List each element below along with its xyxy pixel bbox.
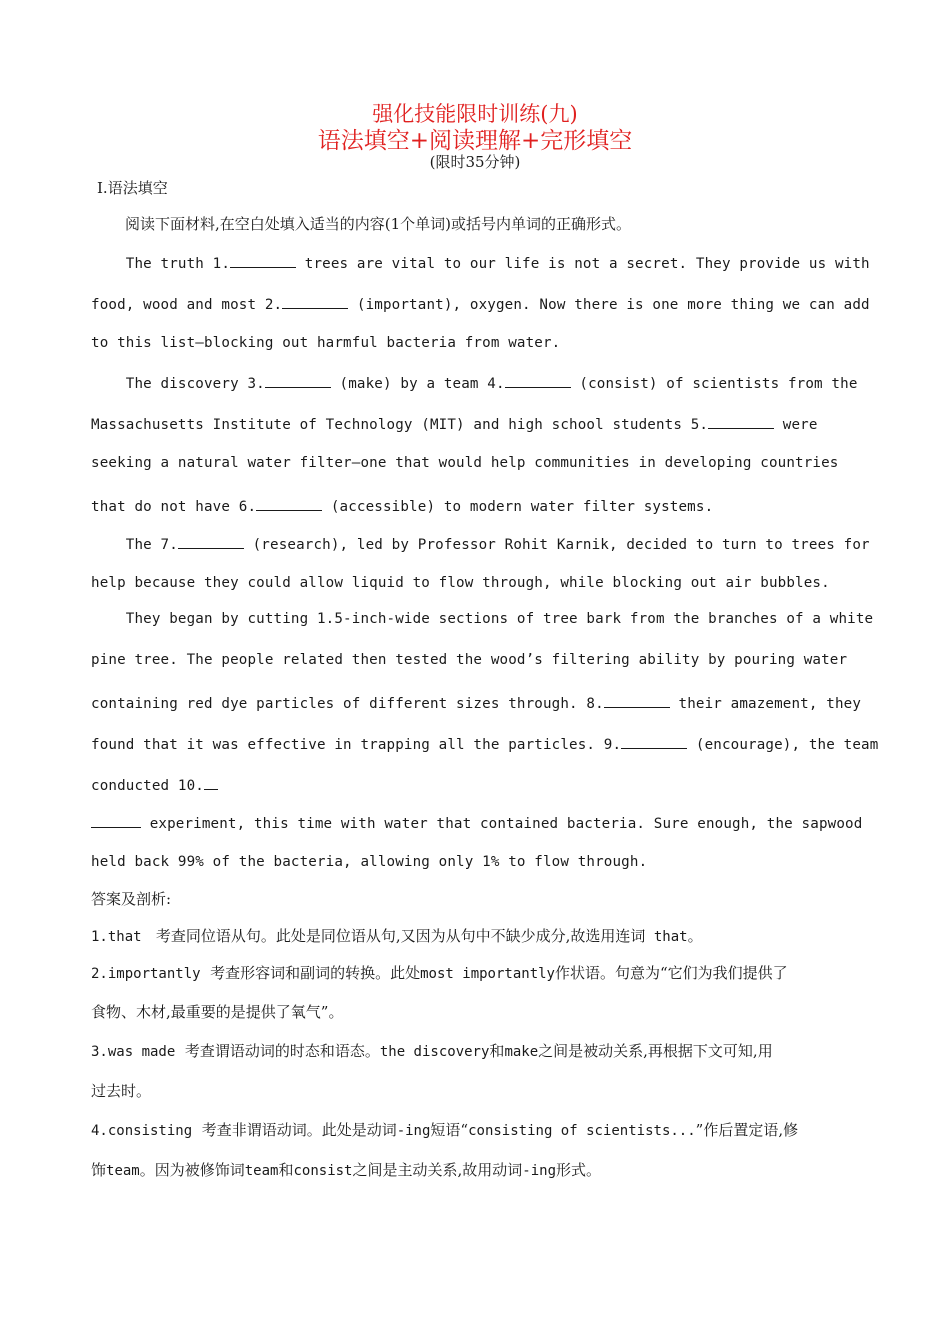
answer-1: 1.that 考查同位语从句。此处是同位语从句,又因为从句中不缺少成分,故选用连词 that。 bbox=[91, 927, 703, 945]
answer-blank-2 bbox=[282, 294, 348, 309]
passage-line: containing red dye particles of different sizes through. 8. their amazement, they bbox=[91, 693, 861, 712]
answer-2-continued: 食物、木材,最重要的是提供了氧气”。 bbox=[91, 1003, 344, 1021]
passage-line: help because they could allow liquid to flow through, while blocking out air bubbles. bbox=[91, 575, 830, 591]
answer-blank-6 bbox=[256, 496, 322, 511]
exercise-title: 强化技能限时训练(九) bbox=[372, 102, 578, 126]
time-limit: (限时35分钟) bbox=[429, 153, 521, 171]
passage-line: The discovery 3. (make) by a team 4. (consist) of scientists from the bbox=[91, 373, 858, 392]
passage-line: The truth 1. trees are vital to our life is not a secret. They provide us with bbox=[91, 253, 870, 272]
answers-heading: 答案及剖析: bbox=[91, 890, 172, 908]
passage-line: The 7. (research), led by Professor Rohit Karnik, decided to turn to trees for bbox=[91, 534, 870, 553]
passage-line: that do not have 6. (accessible) to modern water filter systems. bbox=[91, 496, 713, 515]
answer-3: 3.was made 考查谓语动词的时态和语态。the discovery和make之间是被动关系,再根据下文可知,用 bbox=[91, 1042, 773, 1060]
answer-blank-8 bbox=[604, 693, 670, 708]
answer-blank-10-continued bbox=[91, 813, 141, 828]
answer-blank-1 bbox=[230, 253, 296, 268]
answer-blank-5 bbox=[708, 414, 774, 429]
passage-line: held back 99% of the bacteria, allowing only 1% to flow through. bbox=[91, 854, 648, 870]
answer-blank-9 bbox=[621, 734, 687, 749]
passage-line: seeking a natural water filter—one that would help communities in developing countries bbox=[91, 455, 839, 471]
section-heading: Ⅰ.语法填空 bbox=[97, 179, 168, 197]
passage-line: food, wood and most 2. (important), oxygen. Now there is one more thing we can add bbox=[91, 294, 870, 313]
answer-blank-7 bbox=[178, 534, 244, 549]
section-instruction: 阅读下面材料,在空白处填入适当的内容(1个单词)或括号内单词的正确形式。 bbox=[125, 215, 632, 233]
answer-blank-3 bbox=[265, 373, 331, 388]
answer-blank-4 bbox=[505, 373, 571, 388]
answer-2: 2.importantly 考查形容词和副词的转换。此处most importantly作状语。句意为“它们为我们提供了 bbox=[91, 964, 788, 982]
answer-4: 4.consisting 考查非谓语动词。此处是动词-ing短语“consisting of scientists...”作后置定语,修 bbox=[91, 1121, 799, 1139]
passage-line: experiment, this time with water that contained bacteria. Sure enough, the sapwood bbox=[91, 813, 862, 832]
answer-3-continued: 过去时。 bbox=[91, 1082, 152, 1100]
answer-4-continued: 饰team。因为被修饰词team和consist之间是主动关系,故用动词-ing形式。 bbox=[91, 1161, 602, 1179]
passage-line: Massachusetts Institute of Technology (MIT) and high school students 5. were bbox=[91, 414, 818, 433]
exercise-subtitle: 语法填空+阅读理解+完形填空 bbox=[317, 128, 633, 154]
passage-line: found that it was effective in trapping all the particles. 9. (encourage), the team bbox=[91, 734, 878, 753]
passage-line: to this list—blocking out harmful bacteria from water. bbox=[91, 335, 561, 351]
answer-blank-10 bbox=[204, 775, 218, 790]
passage-line: pine tree. The people related then tested the wood’s filtering ability by pouring water bbox=[91, 652, 848, 668]
passage-line: conducted 10. bbox=[91, 775, 218, 794]
passage-line: They began by cutting 1.5-inch-wide sections of tree bark from the branches of a white bbox=[91, 611, 874, 627]
